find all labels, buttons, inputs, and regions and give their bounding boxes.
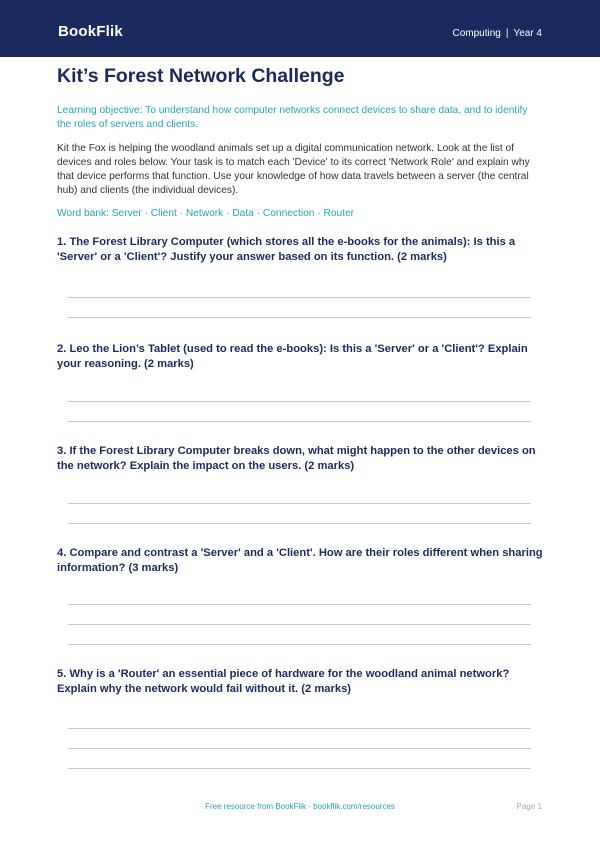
answer-line[interactable] <box>68 624 531 625</box>
page-number: Page 1 <box>516 802 542 811</box>
question-2 <box>57 342 543 444</box>
answer-line[interactable] <box>68 317 531 318</box>
word-bank: Word bank: Server · Client · Network · Data · Connection · Router <box>57 208 355 219</box>
worksheet-content <box>57 62 543 777</box>
question-text: 1. The Forest Library Computer (which stores all the e-books for the animals): Is this a 'Server' or a 'Client'? Justify your answer based on its function. (2 marks) <box>57 236 516 263</box>
brand-logo: BookFlik <box>58 23 123 40</box>
answer-line[interactable] <box>68 768 531 769</box>
answer-line[interactable] <box>68 604 531 605</box>
subject-label: Computing <box>452 28 501 39</box>
question-1 <box>57 235 543 342</box>
question-text: 5. Why is a 'Router' an essential piece of hardware for the woodland animal network? Explain why the network would fail without it. (2 marks) <box>57 668 510 695</box>
answer-line[interactable] <box>68 748 531 749</box>
answer-line[interactable] <box>68 421 531 422</box>
answer-line[interactable] <box>68 503 531 504</box>
question-text: 2. Leo the Lion’s Tablet (used to read the e-books): Is this a 'Server' or a 'Client'? Explain your reasoning. (2 marks) <box>57 343 528 370</box>
footer-credit-link[interactable]: Free resource from BookFlik · bookflik.com/resources <box>205 802 395 811</box>
answer-line[interactable] <box>68 644 531 645</box>
year-label: Year 4 <box>513 28 542 39</box>
question-3 <box>57 444 543 546</box>
answer-line[interactable] <box>68 728 531 729</box>
answer-line[interactable] <box>68 523 531 524</box>
answer-line[interactable] <box>68 401 531 402</box>
meta-separator: | <box>505 28 509 39</box>
question-4 <box>57 546 543 667</box>
page-title: Kit’s Forest Network Challenge <box>57 65 345 87</box>
question-text: 4. Compare and contrast a 'Server' and a 'Client'. How are their roles different when sharing information? (3 marks) <box>57 547 543 574</box>
course-meta <box>452 27 542 41</box>
question-5 <box>57 667 543 777</box>
question-text: 3. If the Forest Library Computer breaks down, what might happen to the other devices on the network? Explain the impact on the users. (2 marks) <box>57 445 536 472</box>
answer-line[interactable] <box>68 297 531 298</box>
intro-paragraph: Kit the Fox is helping the woodland animals set up a digital communication network. Look at the list of devices and roles below. Your task is to match each 'Device' to its correct 'Network Role' and explain why that device performs that function. Use your knowledge of how data travels between a server (the central hub) and clients (the individual devices). <box>57 143 530 196</box>
learning-objective: Learning objective: To understand how computer networks connect devices to share data, and to identify the roles of servers and clients. <box>57 105 528 130</box>
page-header <box>0 0 600 57</box>
